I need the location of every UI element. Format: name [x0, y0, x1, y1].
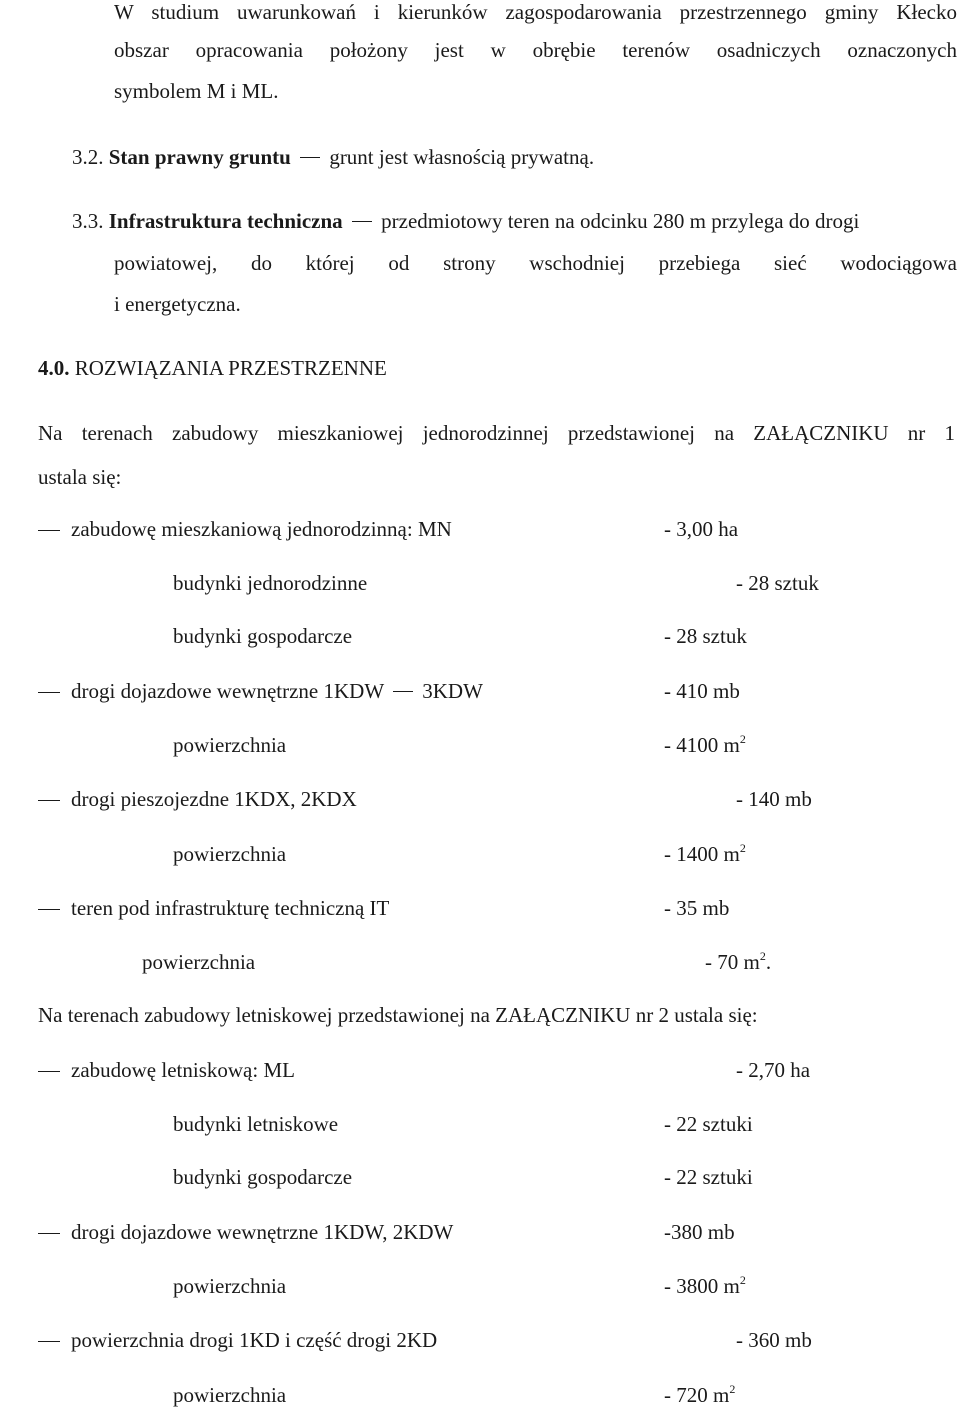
section-3-2 [72, 147, 594, 168]
value-text: - 70 m [705, 950, 760, 974]
em-dash [300, 157, 320, 158]
mn-item-label-b: 3KDW [422, 679, 483, 703]
mn-item-value: - 140 mb [736, 787, 812, 811]
intro-line-3: symbolem M i ML. [114, 79, 279, 103]
mn-item-label: zabudowę mieszkaniową jednorodzinną: MN [71, 517, 452, 541]
mn-item-value: - 3,00 ha [664, 517, 739, 541]
mn-item-label: powierzchnia [142, 950, 256, 974]
value-text: - 1400 m [664, 842, 740, 866]
section-4-0 [38, 358, 387, 379]
mn-item-value: - 35 mb [664, 896, 730, 920]
value-text: - 720 m [664, 1383, 730, 1407]
mn-item-label: powierzchnia [173, 842, 287, 866]
ml-item-label: zabudowę letniskową: ML [71, 1058, 295, 1082]
ml-item-value: - 360 mb [736, 1328, 812, 1352]
ml-intro: Na terenach zabudowy letniskowej przedstawionej na ZAŁĄCZNIKU nr 2 ustala się: [38, 1003, 758, 1027]
value-text: - 4100 m [664, 733, 740, 757]
list-dash [38, 909, 60, 910]
superscript: 2 [739, 841, 746, 855]
mn-item-value: - 28 sztuk [664, 624, 747, 648]
section-text: grunt jest własnością prywatną. [329, 145, 595, 169]
superscript: 2 [739, 732, 746, 746]
ml-item-value: - 22 sztuki [664, 1112, 753, 1136]
list-dash [38, 1071, 60, 1072]
section-heading: Stan prawny gruntu [108, 145, 291, 169]
mn-item-label: teren pod infrastrukturę techniczną IT [71, 896, 390, 920]
superscript: 2 [739, 1273, 746, 1287]
value-text: - 3800 m [664, 1274, 740, 1298]
section-heading: ROZWIĄZANIA PRZESTRZENNE [74, 356, 387, 380]
em-dash [393, 691, 413, 692]
section-3-3-line-3: i energetyczna. [114, 292, 241, 316]
intro-line-2: obszar opracowania położony jest w obrębie terenów osadniczych oznaczonych [114, 38, 957, 62]
section-3-3-line-1 [72, 211, 859, 232]
ml-item-label: powierzchnia drogi 1KD i część drogi 2KD [71, 1328, 438, 1352]
ml-item-value: - 22 sztuki [664, 1165, 753, 1189]
ml-item-label: drogi dojazdowe wewnętrzne 1KDW, 2KDW [71, 1220, 454, 1244]
ml-item-value [664, 1382, 736, 1407]
section-3-3-line-2: powiatowej, do której od strony wschodniej przebiega sieć wodociągowa [114, 251, 957, 275]
ml-item-label: powierzchnia [173, 1274, 287, 1298]
mn-item-label: budynki jednorodzinne [173, 571, 368, 595]
mn-item-value [664, 732, 746, 757]
superscript: 2 [759, 949, 766, 963]
section-number: 4.0. [38, 356, 70, 380]
value-suffix: . [765, 950, 772, 974]
mn-item-value [664, 841, 746, 866]
ml-item-value [664, 1273, 746, 1298]
section-text: przedmiotowy teren na odcinku 280 m przylega do drogi [381, 209, 860, 233]
mn-intro-line-2: ustala się: [38, 465, 122, 489]
mn-item-value: - 410 mb [664, 679, 740, 703]
ml-item-value: -380 mb [664, 1220, 735, 1244]
mn-item-value: - 28 sztuk [736, 571, 819, 595]
list-dash [38, 692, 60, 693]
mn-item-label: powierzchnia [173, 733, 287, 757]
superscript: 2 [729, 1382, 736, 1396]
list-dash [38, 530, 60, 531]
list-dash [38, 1233, 60, 1234]
mn-item-label-a: drogi dojazdowe wewnętrzne 1KDW [71, 679, 384, 703]
em-dash [352, 221, 372, 222]
ml-item-label: budynki gospodarcze [173, 1165, 353, 1189]
ml-item-label: budynki letniskowe [173, 1112, 339, 1136]
mn-item-value [705, 949, 772, 974]
section-number: 3.2. [72, 145, 104, 169]
intro-line-1: W studium uwarunkowań i kierunków zagospodarowania przestrzennego gminy Kłecko [114, 0, 957, 24]
section-number: 3.3. [72, 209, 104, 233]
ml-item-value: - 2,70 ha [736, 1058, 811, 1082]
mn-item-label: drogi pieszojezdne 1KDX, 2KDX [71, 787, 357, 811]
list-dash [38, 800, 60, 801]
list-dash [38, 1341, 60, 1342]
mn-item-label: budynki gospodarcze [173, 624, 353, 648]
mn-intro-line-1: Na terenach zabudowy mieszkaniowej jednorodzinnej przedstawionej na ZAŁĄCZNIKU nr 1 [38, 421, 955, 445]
mn-item-label [71, 681, 483, 702]
section-heading: Infrastruktura techniczna [108, 209, 343, 233]
ml-item-label: powierzchnia [173, 1383, 287, 1407]
